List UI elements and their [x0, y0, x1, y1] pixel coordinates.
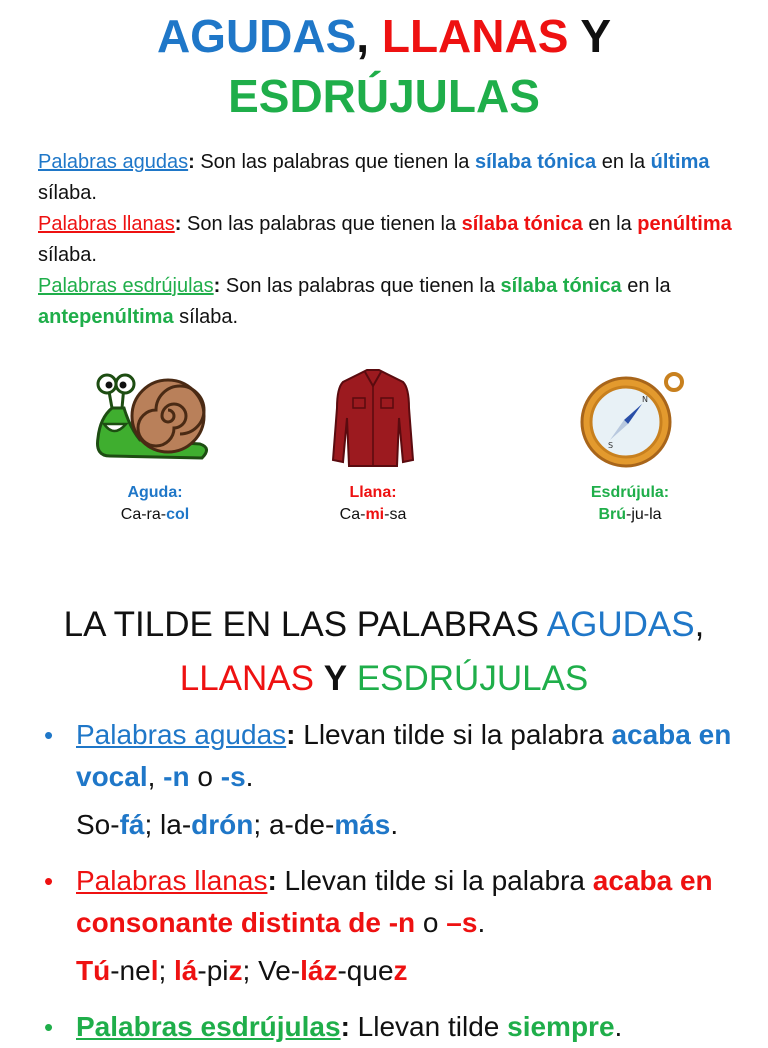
examples-agudas: So-fá; la-drón; a-de-más. [76, 809, 399, 840]
svg-text:N: N [642, 395, 648, 404]
page-title [0, 6, 768, 126]
definition-esdrujulas: Palabras esdrújulas: Son las palabras que tienen la sílaba tónica en la antepenúltima sílaba. [38, 275, 671, 328]
title-agudas: AGUDAS [156, 10, 357, 62]
shirt-icon [283, 368, 463, 468]
title-llanas: LLANAS [381, 10, 569, 62]
example-esdrujula: N S Esdrújula: Brú-ju-la [540, 368, 720, 526]
word-camisa: Ca-mi-sa [339, 506, 407, 523]
examples-row [0, 368, 768, 538]
definition-agudas: Palabras agudas: Son las palabras que tienen la sílaba tónica en la última sílaba. [38, 151, 710, 204]
example-llana: Llana: Ca-mi-sa [283, 368, 463, 526]
rule-agudas: • Palabras agudas: Llevan tilde si la palabra acaba en vocal, -n o -s. [44, 719, 732, 792]
definition-llanas: Palabras llanas: Son las palabras que tienen la sílaba tónica en la penúltima sílaba. [38, 213, 732, 266]
svg-text:S: S [608, 441, 614, 450]
word-brujula: Brú-ju-la [598, 506, 662, 523]
word-caracol: Ca-ra-col [120, 506, 190, 523]
rule-llanas: • Palabras llanas: Llevan tilde si la palabra acaba en consonante distinta de -n o –s. [44, 865, 713, 938]
title-line-2 [0, 66, 768, 126]
rule-esdrujulas: • Palabras esdrújulas: Llevan tilde siempre. [44, 1011, 623, 1042]
compass-icon [540, 368, 720, 468]
title-line-1: AGUDAS, LLANAS Y [156, 10, 612, 62]
example-aguda: Aguda: Ca-ra-col [65, 368, 245, 526]
snail-icon [65, 368, 245, 468]
tilde-section-title: LA TILDE EN LAS PALABRAS AGUDAS, LLANAS Y ESDRÚJULAS [63, 605, 705, 698]
tilde-rules [40, 714, 760, 1048]
title-esdrujulas: ESDRÚJULAS [228, 70, 540, 122]
definitions [38, 147, 738, 333]
examples-llanas: Tú-nel; lá-piz; Ve-láz-quez [76, 955, 408, 986]
